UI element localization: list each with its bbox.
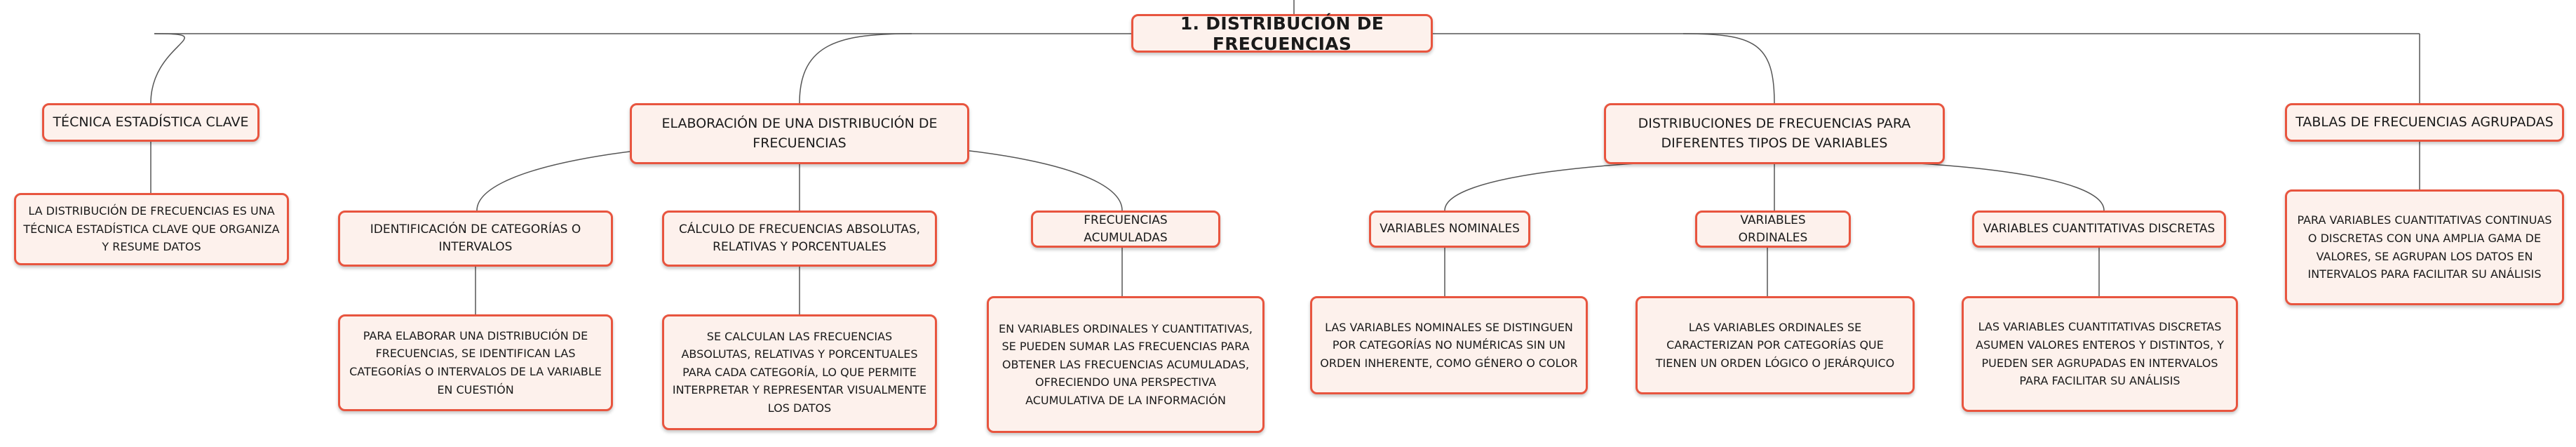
subtopic-identificacion[interactable]: IDENTIFICACIÓN DE CATEGORÍAS O INTERVALOS <box>338 211 613 267</box>
subtopic-calculo[interactable]: CÁLCULO DE FRECUENCIAS ABSOLUTAS, RELATIVAS Y PORCENTUALES <box>662 211 937 267</box>
detail-nominales[interactable]: LAS VARIABLES NOMINALES SE DISTINGUEN POR CATEGORÍAS NO NUMÉRICAS SIN UN ORDEN INHERENTE, COMO GÉNERO O COLOR <box>1310 296 1588 394</box>
branch-tipos-variables[interactable]: DISTRIBUCIONES DE FRECUENCIAS PARA DIFERENTES TIPOS DE VARIABLES <box>1604 103 1945 164</box>
branch-tablas-agrupadas[interactable]: TABLAS DE FRECUENCIAS AGRUPADAS <box>2285 103 2564 142</box>
detail-tecnica-estadistica[interactable]: LA DISTRIBUCIÓN DE FRECUENCIAS ES UNA TÉCNICA ESTADÍSTICA CLAVE QUE ORGANIZA Y RESUME DATOS <box>14 193 289 265</box>
detail-identificacion[interactable]: PARA ELABORAR UNA DISTRIBUCIÓN DE FRECUENCIAS, SE IDENTIFICAN LAS CATEGORÍAS O INTERVALOS DE LA VARIABLE EN CUESTIÓN <box>338 314 613 411</box>
detail-tablas-agrupadas[interactable]: PARA VARIABLES CUANTITATIVAS CONTINUAS O DISCRETAS CON UNA AMPLIA GAMA DE VALORES, SE AGRUPAN LOS DATOS EN INTERVALOS PARA FACILITAR SU ANÁLISIS <box>2285 189 2564 305</box>
detail-ordinales[interactable]: LAS VARIABLES ORDINALES SE CARACTERIZAN POR CATEGORÍAS QUE TIENEN UN ORDEN LÓGICO O JERÁRQUICO <box>1636 296 1915 394</box>
branch-elaboracion[interactable]: ELABORACIÓN DE UNA DISTRIBUCIÓN DE FRECUENCIAS <box>630 103 969 164</box>
detail-discretas[interactable]: LAS VARIABLES CUANTITATIVAS DISCRETAS ASUMEN VALORES ENTEROS Y DISTINTOS, Y PUEDEN SER AGRUPADAS EN INTERVALOS PARA FACILITAR SU ANÁLISIS <box>1962 296 2238 412</box>
subtopic-nominales[interactable]: VARIABLES NOMINALES <box>1369 211 1530 248</box>
detail-acumuladas[interactable]: EN VARIABLES ORDINALES Y CUANTITATIVAS, SE PUEDEN SUMAR LAS FRECUENCIAS PARA OBTENER LAS FRECUENCIAS ACUMULADAS, OFRECIENDO UNA PERSPECTIVA ACUMULATIVA DE LA INFORMACIÓN <box>987 296 1265 433</box>
subtopic-ordinales[interactable]: VARIABLES ORDINALES <box>1695 211 1851 248</box>
branch-tecnica-estadistica[interactable]: TÉCNICA ESTADÍSTICA CLAVE <box>42 103 259 142</box>
root-topic[interactable]: 1. DISTRIBUCIÓN DE FRECUENCIAS <box>1131 14 1433 53</box>
subtopic-acumuladas[interactable]: FRECUENCIAS ACUMULADAS <box>1031 211 1220 248</box>
detail-calculo[interactable]: SE CALCULAN LAS FRECUENCIAS ABSOLUTAS, RELATIVAS Y PORCENTUALES PARA CADA CATEGORÍA, LO QUE PERMITE INTERPRETAR Y REPRESENTAR VISUALMENTE LOS DATOS <box>662 314 937 430</box>
subtopic-discretas[interactable]: VARIABLES CUANTITATIVAS DISCRETAS <box>1972 211 2226 248</box>
